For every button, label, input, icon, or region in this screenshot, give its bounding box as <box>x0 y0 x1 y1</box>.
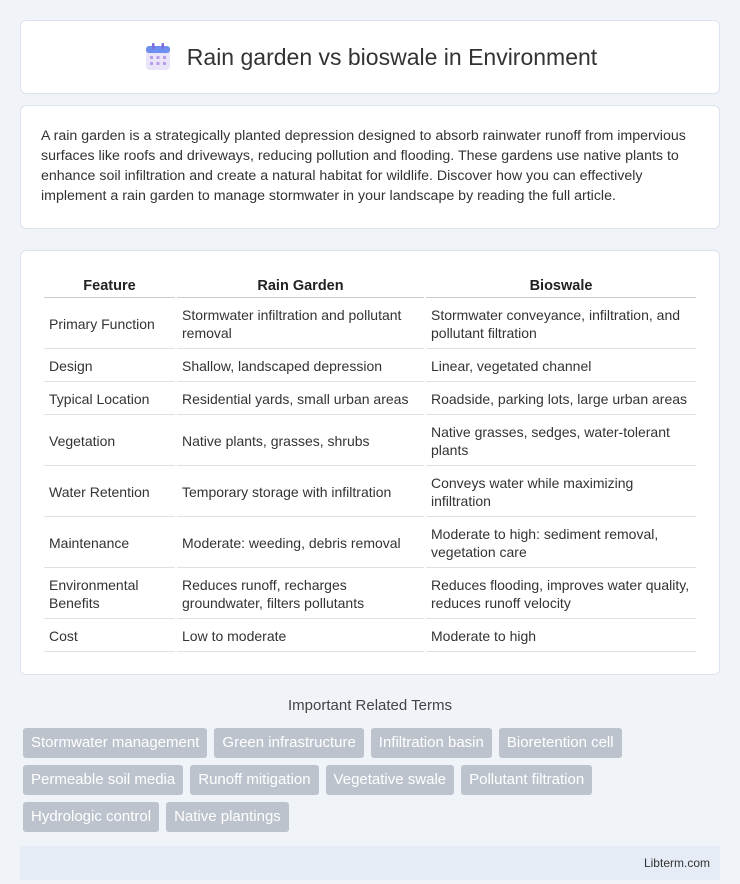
row-bioswale-cell: Stormwater conveyance, infiltration, and pollutant filtration <box>426 300 696 349</box>
table-row <box>44 621 696 652</box>
column-header-rain-garden: Rain Garden <box>177 273 424 298</box>
table-row <box>44 300 696 349</box>
related-term-tag[interactable]: Bioretention cell <box>499 728 622 758</box>
row-feature-cell: Design <box>44 351 175 382</box>
table-row <box>44 519 696 568</box>
row-feature-cell: Cost <box>44 621 175 652</box>
comparison-table-card <box>20 250 720 675</box>
row-rain-garden-cell: Shallow, landscaped depression <box>177 351 424 382</box>
table-row <box>44 570 696 619</box>
footer-brand-link[interactable]: Libterm.com <box>643 856 710 870</box>
table-header-row <box>44 273 696 298</box>
related-term-tag[interactable]: Runoff mitigation <box>190 765 318 795</box>
row-rain-garden-cell: Moderate: weeding, debris removal <box>177 519 424 568</box>
row-rain-garden-cell: Reduces runoff, recharges groundwater, filters pollutants <box>177 570 424 619</box>
page-header <box>20 20 720 94</box>
table-row <box>44 417 696 466</box>
related-term-tag[interactable]: Permeable soil media <box>23 765 183 795</box>
row-rain-garden-cell: Stormwater infiltration and pollutant removal <box>177 300 424 349</box>
related-terms-title: Important Related Terms <box>288 697 452 714</box>
table-row <box>44 351 696 382</box>
row-rain-garden-cell: Low to moderate <box>177 621 424 652</box>
intro-text: A rain garden is a strategically planted depression designed to absorb rainwater runoff from impervious surfaces like roofs and driveways, reducing pollution and flooding. These gardens use native plants to enhance soil infiltration and create a natural habitat for wildlife. Discover how you can effectively implement a rain garden to manage stormwater in your landscape by reading the full article. <box>41 128 686 204</box>
column-header-feature: Feature <box>44 273 175 298</box>
row-feature-cell: Primary Function <box>44 300 175 349</box>
row-bioswale-cell: Roadside, parking lots, large urban areas <box>426 384 696 415</box>
related-term-tag[interactable]: Hydrologic control <box>23 802 159 832</box>
related-term-tag[interactable]: Stormwater management <box>23 728 207 758</box>
intro-section <box>20 105 720 229</box>
row-bioswale-cell: Moderate to high <box>426 621 696 652</box>
row-bioswale-cell: Moderate to high: sediment removal, vegetation care <box>426 519 696 568</box>
row-feature-cell: Environmental Benefits <box>44 570 175 619</box>
page-title: Rain garden vs bioswale in Environment <box>186 43 598 70</box>
row-bioswale-cell: Reduces flooding, improves water quality, reduces runoff velocity <box>426 570 696 619</box>
related-term-tag[interactable]: Vegetative swale <box>326 765 455 795</box>
row-bioswale-cell: Linear, vegetated channel <box>426 351 696 382</box>
related-term-tag[interactable]: Pollutant filtration <box>461 765 592 795</box>
related-term-tag[interactable]: Infiltration basin <box>371 728 492 758</box>
row-bioswale-cell: Native grasses, sedges, water-tolerant plants <box>426 417 696 466</box>
row-rain-garden-cell: Native plants, grasses, shrubs <box>177 417 424 466</box>
column-header-bioswale: Bioswale <box>426 273 696 298</box>
row-feature-cell: Typical Location <box>44 384 175 415</box>
row-rain-garden-cell: Residential yards, small urban areas <box>177 384 424 415</box>
related-term-tag[interactable]: Green infrastructure <box>214 728 363 758</box>
row-rain-garden-cell: Temporary storage with infiltration <box>177 468 424 517</box>
table-row <box>44 468 696 517</box>
calendar-icon <box>143 42 173 72</box>
row-feature-cell: Vegetation <box>44 417 175 466</box>
related-term-tag[interactable]: Native plantings <box>166 802 289 832</box>
related-terms-list <box>23 728 718 832</box>
page-footer <box>20 846 720 880</box>
table-row <box>44 384 696 415</box>
row-feature-cell: Water Retention <box>44 468 175 517</box>
row-bioswale-cell: Conveys water while maximizing infiltration <box>426 468 696 517</box>
row-feature-cell: Maintenance <box>44 519 175 568</box>
comparison-table <box>42 271 698 654</box>
